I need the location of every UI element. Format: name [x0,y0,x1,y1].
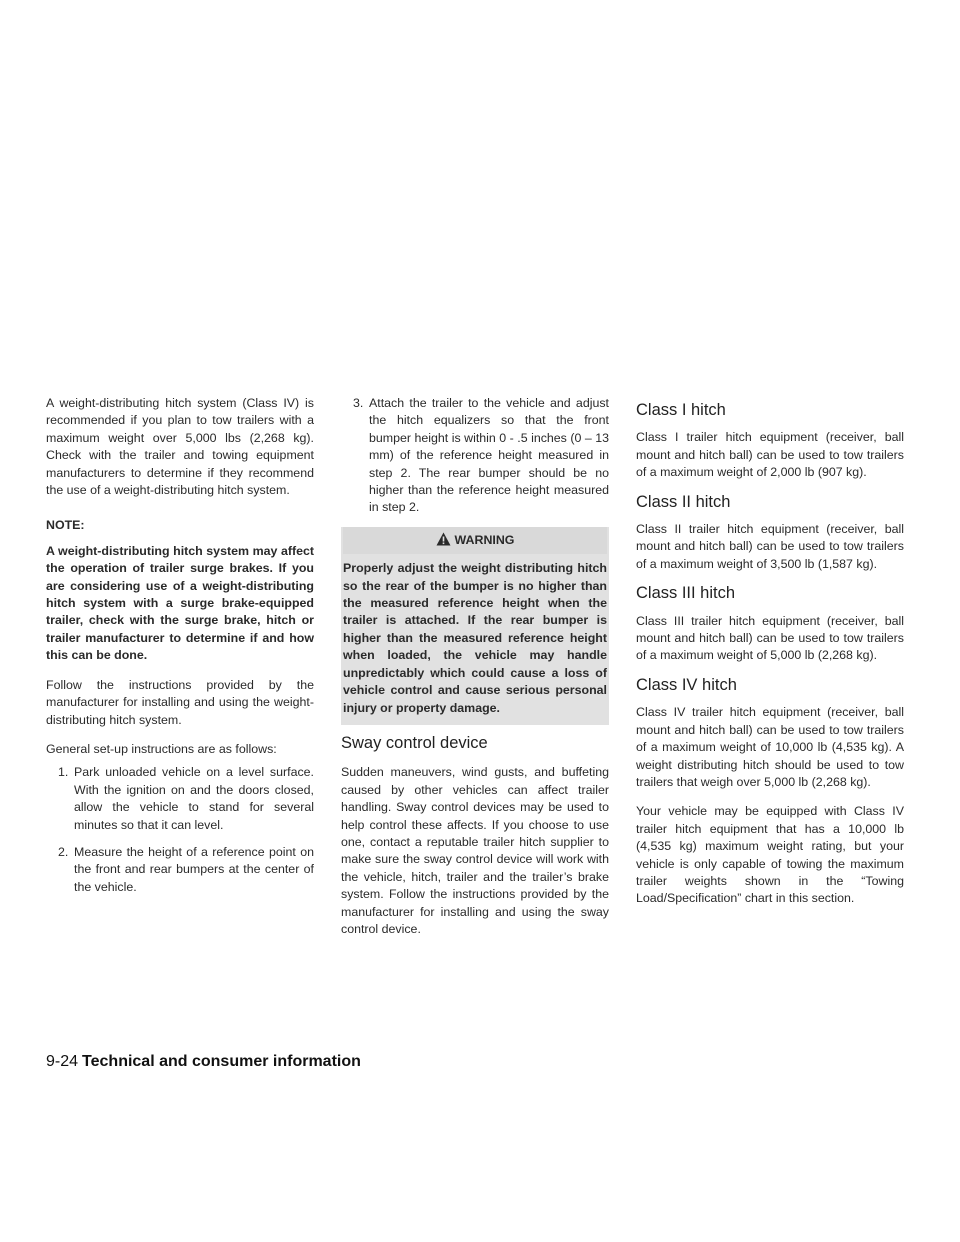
sway-paragraph: Sudden maneuvers, wind gusts, and buffeting caused by other vehicles can affect trailer handling. Sway control devices may be used to help control these affects. If you choose to use one, contact a reputable trailer hitch supplier to make sure the sway control device will work with the vehicle, hitch, trailer and the trailer’s brake system. Follow the instructions provided by the manufacturer for installing and using the sway control device. [341,765,609,936]
class2-heading: Class II hitch [636,492,731,511]
step-text: Measure the height of a reference point on the front and rear bumpers at the center of the vehicle. [74,844,314,894]
general-paragraph: General set-up instructions are as follows: [46,741,277,756]
warning-box [341,527,609,725]
class3-heading: Class III hitch [636,584,736,603]
right-column [636,402,904,920]
class1-paragraph: Class I trailer hitch equipment (receiver, ball mount and hitch ball) can be used to tow trailers of a maximum weight of 2,000 lb (907 kg). [636,430,904,480]
note-text: A weight-distributing hitch system may affect the operation of trailer surge brakes. If you are considering use of a weight-distributing hitch system with a surge brake-equipped trailer, check with the surge brake, hitch or trailer manufacturer to determine if and how this can be done. [46,543,314,663]
note-heading: NOTE: [46,518,85,533]
class1-heading: Class I hitch [636,401,726,419]
step-number: 2. [58,844,69,859]
step-text: Park unloaded vehicle on a level surface. With the ignition on and the doors closed, allow the vehicle to stand for several minutes so that it can level. [74,765,314,832]
class4-paragraph: Class IV trailer hitch equipment (receiver, ball mount and hitch ball) can be used to tow trailers of a maximum weight of 10,000 lb (4,535 kg). A weight distributing hitch should be used to tow trailers that weigh over 5,000 lb (2,268 kg). [636,705,904,789]
class2-paragraph: Class II trailer hitch equipment (receiver, ball mount and hitch ball) can be used to tow trailers of a maximum weight of 3,500 lb (1,587 kg). [636,522,904,571]
middle-column [341,395,609,950]
class3-paragraph: Class III trailer hitch equipment (receiver, ball mount and hitch ball) can be used to tow trailers of a maximum weight of 5,000 lb (2,268 kg). [636,613,904,663]
vehicle-paragraph: Your vehicle may be equipped with Class IV trailer hitch equipment that has a 10,000 lb (4,535 kg) maximum weight rating, but your vehicle is only capable of towing the maximum trailer weights shown in the “Towing Load/Specification” chart in this section. [636,804,904,906]
warning-title: WARNING [454,532,515,547]
class4-heading: Class IV hitch [636,675,737,694]
sway-heading: Sway control device [341,733,488,752]
warning-header [343,527,607,554]
intro-paragraph: A weight-distributing hitch system (Class IV) is recommended if you plan to tow trailers with a maximum weight over 5,000 lbs (2,268 kg). Check with the trailer and towing equipment manufacturers to determine if they recommend the use of a weight-distributing hitch system. [46,396,314,498]
step-number: 1. [58,765,69,780]
step-text: Attach the trailer to the vehicle and adjust the hitch equalizers so that the front bumper height is within 0 - .5 inches (0 – 13 mm) of the reference height measured in step 2. The rear bumper should be no higher than the reference height measured in step 2. [369,396,609,515]
list-item [46,764,314,834]
list-item [341,395,609,517]
left-column [46,395,314,906]
list-item [46,844,314,896]
warning-text: Properly adjust the weight distributing hitch so the rear of the bumper is no higher than the measured reference height when the trailer is attached. If the rear bumper is higher than the measured reference height when loaded, the vehicle may handle unpredictably which could cause a loss of vehicle control and cause serious personal injury or property damage. [343,561,607,715]
section-title: Technical and consumer information [82,1053,361,1070]
setup-steps [46,764,314,896]
warning-icon [436,532,451,546]
page-number: 9-24 [46,1053,79,1070]
setup-steps-continued [341,395,609,517]
follow-paragraph: Follow the instructions provided by the manufacturer for installing and using the weight-distributing hitch system. [46,677,314,727]
step-number: 3. [353,396,364,410]
page-footer [46,1053,361,1071]
